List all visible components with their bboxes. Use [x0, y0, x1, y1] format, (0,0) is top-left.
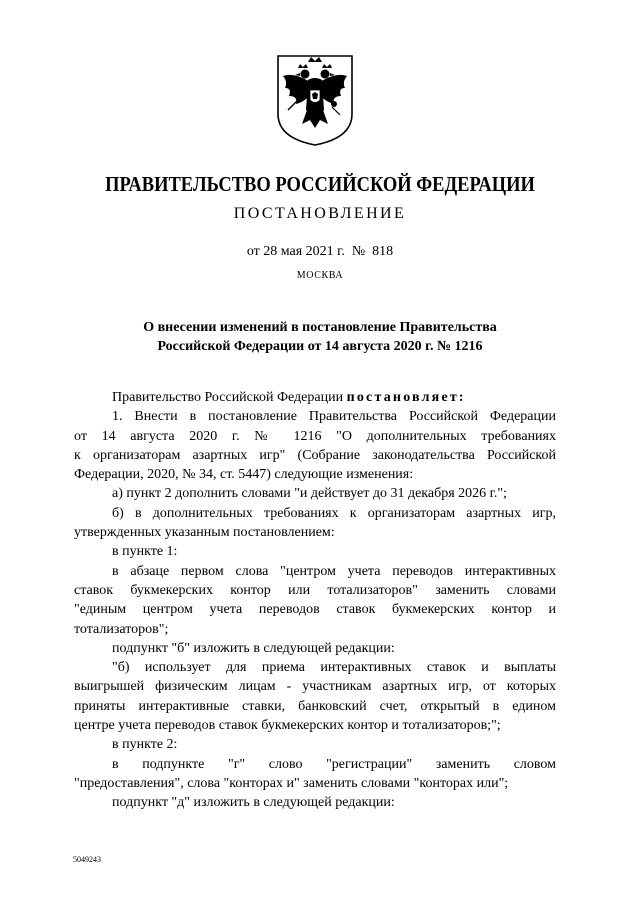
p4-line: в пункте 1:	[112, 544, 178, 560]
intro-prefix: Правительство Российской Федерации	[112, 390, 347, 405]
p1-line-2: от 14 августа 2020 г. № 1216 "О дополнительных требованиях	[74, 428, 556, 444]
p7-line-4: центре учета переводов ставок букмекерских контор и тотализаторов;";	[74, 718, 501, 734]
p9-line-1: в подпункте "г" слово "регистрации" заменить словом	[112, 756, 556, 772]
p7-line-1: "б) использует для приема интерактивных ставок и выплаты	[112, 660, 556, 676]
p3-line-1: б) в дополнительных требованиях к организаторам азартных игр,	[112, 505, 556, 521]
intro-resolves: постановляет:	[346, 390, 466, 405]
document-type: ПОСТАНОВЛЕНИЕ	[233, 205, 407, 222]
heading-line-2: Российской Федерации от 14 августа 2020 г. № 1216	[157, 339, 483, 354]
document-heading	[0, 318, 640, 356]
p2-line: а) пункт 2 дополнить словами "и действует до 31 декабря 2026 г.";	[112, 486, 507, 502]
p1-line-4: Федерации, 2020, № 34, ст. 5447) следующие изменения:	[74, 467, 414, 483]
heading-line-1: О внесении изменений в постановление Правительства	[143, 320, 497, 335]
intro-paragraph	[74, 388, 556, 407]
p9-line-2: "предоставления", слова "конторах и" заменить словами "конторах или";	[74, 775, 509, 791]
footer-document-code: 5049243	[73, 855, 101, 864]
p1-line-1: 1. Внести в постановление Правительства Российской Федерации	[112, 409, 556, 425]
p5-line-4: тотализаторов";	[74, 621, 169, 637]
p7-line-3: приняты интерактивные ставки, банковский счет, открытый в едином	[74, 698, 556, 714]
document-body	[74, 388, 556, 813]
document-date-number: от 28 мая 2021 г. № 818	[246, 244, 394, 259]
coat-of-arms-emblem	[274, 52, 356, 148]
p5-line-2: ставок букмекерских контор или тотализаторов" заменить словами	[74, 582, 556, 598]
p5-line-3: "единым центром учета переводов ставок букмекерских контор и	[74, 602, 556, 618]
government-title: ПРАВИТЕЛЬСТВО РОССИЙСКОЙ ФЕДЕРАЦИИ	[105, 172, 535, 196]
p6-line: подпункт "б" изложить в следующей редакции:	[112, 640, 395, 656]
p8-line: в пункте 2:	[112, 737, 178, 753]
p5-line-1: в абзаце первом слова "центром учета переводов интерактивных	[112, 563, 556, 579]
city-name: МОСКВА	[296, 270, 344, 281]
p7-line-2: выигрышей физическим лицам - участникам азартных игр, от которых	[74, 679, 556, 695]
p1-line-3: к организаторам азартных игр" (Собрание законодательства Российской	[74, 447, 556, 463]
p10-line: подпункт "д" изложить в следующей редакции:	[112, 795, 395, 811]
p3-line-2: утвержденных указанным постановлением:	[74, 525, 335, 541]
